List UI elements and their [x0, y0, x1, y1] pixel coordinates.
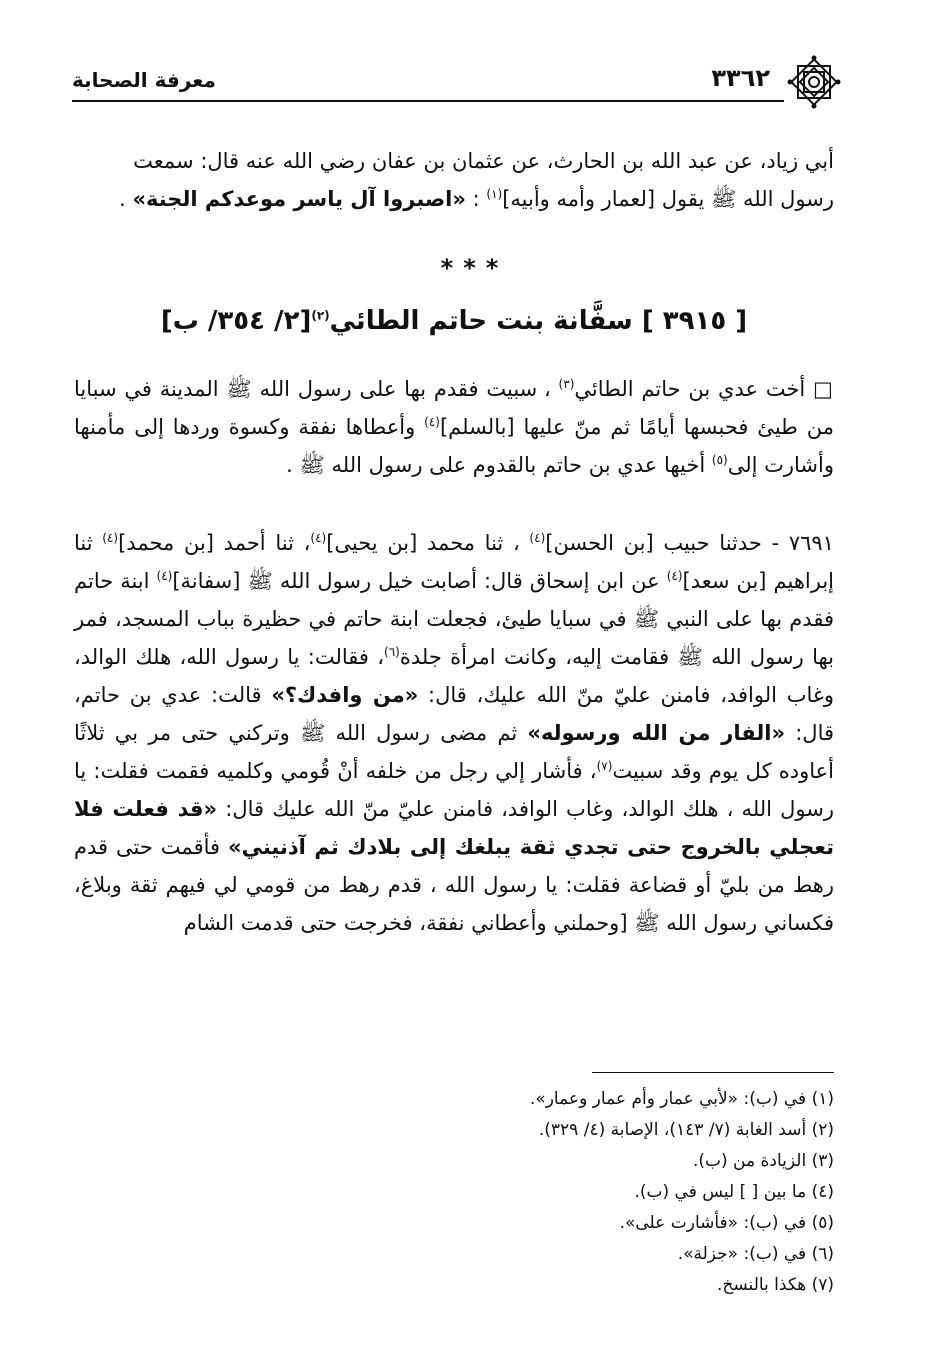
running-title: معرفة الصحابة: [72, 68, 216, 92]
narration-segment: عن ابن إسحاق قال: أصابت خيل رسول الله ﷺ [سفانة]: [172, 569, 660, 593]
footnote-ref: (٣): [558, 377, 575, 391]
footnote-ref: (٤): [102, 531, 119, 545]
biography-paragraph: [74, 370, 834, 484]
narration-segment: ، ثنا محمد [بن يحيى]: [326, 531, 520, 555]
footnote-ref: (٥): [711, 453, 728, 467]
intro-paragraph: [74, 142, 834, 218]
narration-segment: ، ثنا أحمد [بن محمد]: [118, 531, 311, 555]
bio-segment: أخيها عدي بن حاتم بالقدوم على رسول الله ﷺ .: [286, 453, 706, 477]
hadith-quote: «اصبروا آل ياسر موعدكم الجنة»: [132, 187, 466, 211]
footnote-4: (٤) ما بين [ ] ليس في (ب).: [634, 1182, 834, 1202]
biography-text: [74, 370, 834, 484]
entry-number: [ ٣٩١٥ ]: [641, 306, 748, 336]
footnote-ref: (٤): [310, 531, 327, 545]
narration-segment: قالت: عدي بن حاتم، قال:: [74, 683, 835, 745]
footnote-divider: [592, 1072, 834, 1073]
footnote-ref: (٤): [666, 569, 683, 583]
narration-text: [74, 524, 834, 942]
narration-segment: ثنا إبراهيم [بن سعد]: [74, 531, 835, 593]
footnote-7: (٧) هكذا بالنسخ.: [717, 1275, 834, 1295]
page-number: ٣٣٦٢: [711, 64, 770, 92]
intro-colon: :: [465, 187, 487, 211]
bio-segment: ، سبيت فقدم بها على رسول الله ﷺ المدينة في سبايا من طيئ فحبسها أيامًا ثم منّ عليها [بالسلم]: [74, 377, 834, 439]
intro-end: .: [119, 187, 133, 211]
footnote-ref: (٤): [424, 415, 440, 429]
narration-segment: فأقمت حتى قدم رهط من بليّ أو قضاعة فقلت: يا رسول الله ، قدم رهط من قومي لي فيهم ثقة وبلاغ، فكساني رسول الله ﷺ [وحملني وأعطاني نفقة، فخرجت حتى قدمت الشام: [74, 835, 834, 935]
entry-name: سفَّانة بنت حاتم الطائي: [329, 306, 633, 336]
narration-segment: ابنة حاتم فقدم بها على النبي ﷺ في سبايا طيئ، فجعلت ابنة حاتم في حظيرة بباب المسجد، فمر بها رسول الله ﷺ فقامت إليه، وكانت امرأة جلدة: [74, 569, 834, 669]
hadith-quote: «الفار من الله ورسوله»: [527, 721, 786, 745]
intro-line-2: [74, 180, 834, 218]
hadith-quote: «قد فعلت فلا تعجلي بالخروج حتى تجدي ثقة يبلغك إلى بلادك ثم آذنيني»: [74, 797, 834, 859]
narration-segment: ثم مضى رسول الله ﷺ وتركني حتى مر بي ثلاثًا أعاوده كل يوم وقد سبيت: [74, 721, 834, 783]
octagram-ornament-icon: [786, 54, 842, 110]
footnote-5: (٥) في (ب): «فأشارت على».: [619, 1213, 834, 1233]
footnote-2: (٢) أسد الغابة (٧/ ١٤٣)، الإصابة (٤/ ٣٢٩).: [538, 1120, 834, 1140]
section-separator: ***: [440, 254, 509, 282]
entry-manuscript-ref: [٢/ ٣٥٤/ ب]: [160, 306, 312, 336]
footnote-ref: (١): [486, 187, 503, 201]
narration-paragraph: [74, 524, 834, 942]
footnote-3: (٣) الزيادة من (ب).: [692, 1151, 834, 1171]
narration-segment: ٧٦٩١ - حدثنا حبيب [بن الحسن]: [545, 531, 834, 555]
footnotes: [74, 1084, 834, 1301]
narration-segment: ، فأشار إلي رجل من خلفه أنْ قُومي وكلميه فقمت فقلت: يا رسول الله ، هلك الوالد، وغاب الوافد، فامنن عليّ منّ الله عليك قال:: [74, 759, 834, 821]
footnote-ref: (٤): [529, 531, 546, 545]
footnote-ref: (٧): [596, 759, 613, 773]
intro-text-1: أبي زياد، عن عبد الله بن الحارث، عن عثمان بن عفان رضي الله عنه قال: سمعت: [133, 149, 834, 173]
page-header: [72, 62, 842, 102]
bio-segment: وأعطاها نفقة وكسوة وردها إلى مأمنها وأشارت إلى: [74, 415, 834, 477]
footnote-6: (٦) في (ب): «جزلة».: [677, 1244, 834, 1264]
footnote-ref: (٤): [156, 569, 173, 583]
intro-text-2: رسول الله ﷺ يقول [لعمار وأمه وأبيه]: [502, 187, 834, 211]
header-divider: [72, 100, 784, 102]
footnote-ref: (٦): [384, 645, 400, 659]
footnote-1: (١) في (ب): «لأبي عمار وأم عمار وعمار».: [529, 1089, 834, 1109]
hadith-quote: «من وافدك؟»: [271, 683, 419, 707]
entry-heading: [74, 306, 834, 336]
intro-line-1: [74, 142, 834, 180]
footnote-ref: (٢): [311, 308, 330, 323]
narration-segment: ، فقالت: يا رسول الله، هلك الوالد، وغاب الوافد، فامنن عليّ منّ الله عليك، قال:: [74, 645, 834, 707]
bio-segment: □ أخت عدي بن حاتم الطائي: [574, 377, 834, 401]
